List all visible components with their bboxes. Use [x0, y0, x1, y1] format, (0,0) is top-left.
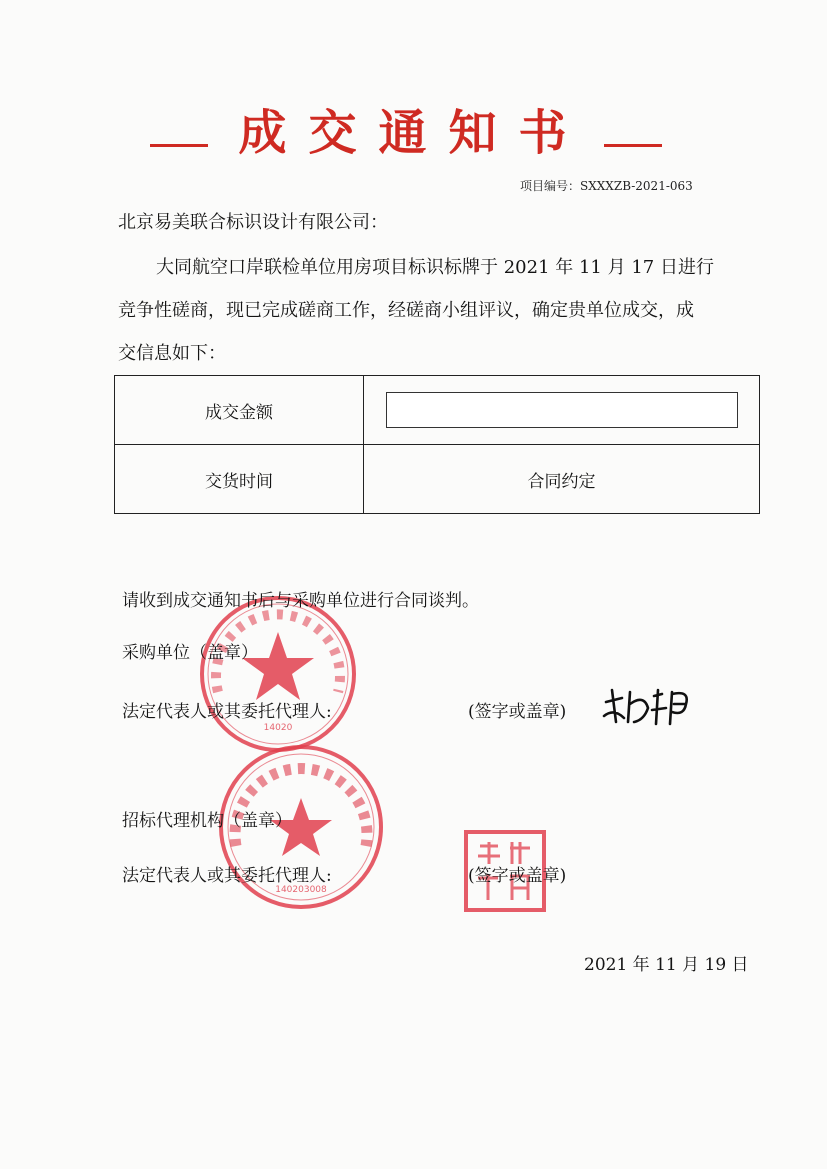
body-paragraph: [118, 246, 758, 375]
body-line-3: 交信息如下：: [118, 343, 226, 364]
amount-cell: [364, 376, 760, 445]
purchaser-seal: [196, 592, 360, 756]
sign-or-seal-2: (签字或盖章): [468, 866, 567, 886]
document-title: 成交通知书: [238, 105, 589, 161]
agency-seal-label: 招标代理机构（盖章）: [122, 811, 292, 831]
body-line-1: 大同航空口岸联检单位用房项目标识标牌于 2021 年 11 月 17 日进行: [156, 257, 714, 278]
purchaser-seal-label: 采购单位（盖章）: [122, 643, 258, 663]
legal-rep-label-2: 法定代表人或其委托代理人:: [122, 866, 332, 886]
instruction-text: 请收到成交通知书后与采购单位进行合同谈判。: [122, 591, 479, 611]
legal-rep-label-1: 法定代表人或其委托代理人:: [122, 702, 332, 722]
table-row: [115, 376, 760, 445]
svg-text:14020: 14020: [263, 723, 293, 733]
table-row: [115, 445, 760, 514]
svg-text:140203008: 140203008: [275, 885, 327, 895]
sign-or-seal-1: (签字或盖章): [468, 702, 567, 722]
document-date: 2021 年 11 月 19 日: [584, 955, 749, 975]
delivery-value: 合同约定: [364, 445, 760, 514]
title-underline-right: [604, 144, 662, 147]
deal-info-table: [114, 375, 760, 514]
amount-redacted-box: [386, 392, 738, 428]
handwritten-signature-1: [600, 682, 696, 730]
amount-label: 成交金额: [115, 376, 364, 445]
body-line-2: 竞争性磋商，现已完成磋商工作，经磋商小组评议，确定贵单位成交，成: [118, 300, 694, 321]
project-number: 项目编号：SXXXZB-2021-063: [520, 179, 693, 193]
addressee: 北京易美联合标识设计有限公司：: [118, 212, 388, 233]
delivery-label: 交货时间: [115, 445, 364, 514]
